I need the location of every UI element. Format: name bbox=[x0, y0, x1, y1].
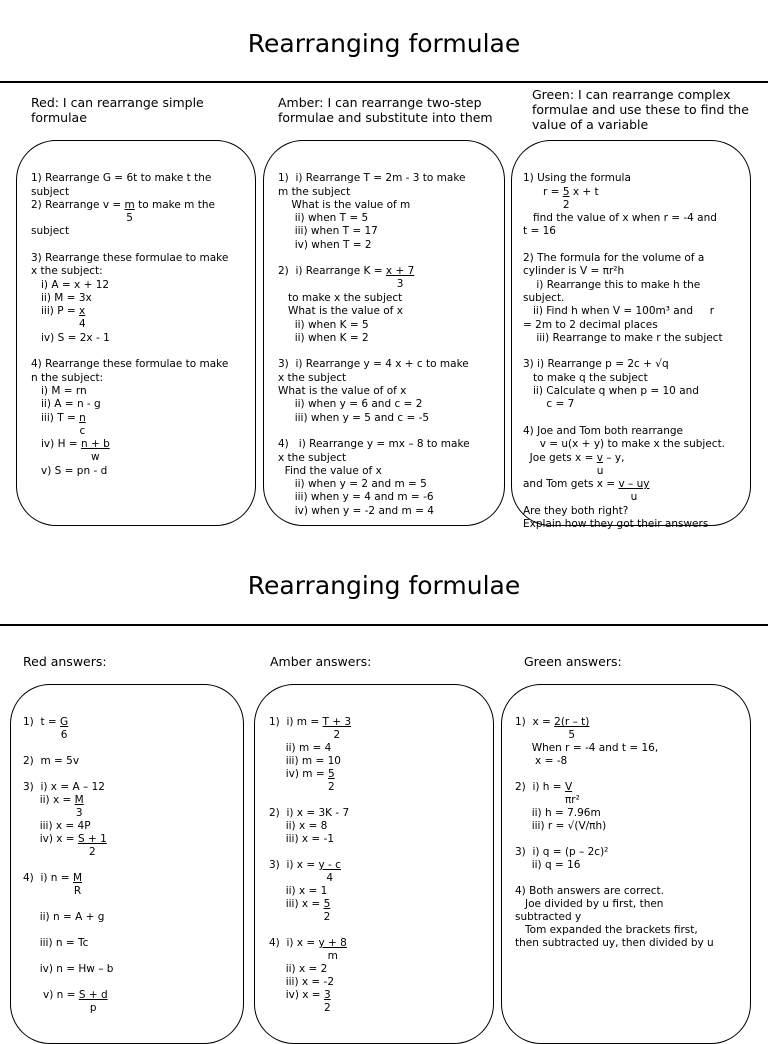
text-line: 3) i) Rearrange p = 2c + √q bbox=[523, 358, 669, 371]
text-line bbox=[31, 411, 228, 437]
text-segment: x + t bbox=[569, 185, 599, 198]
text-line bbox=[278, 265, 470, 291]
text-line bbox=[269, 794, 351, 807]
fraction-denominator: 6 bbox=[60, 729, 68, 741]
fraction-denominator: 2 bbox=[323, 911, 331, 923]
text-line bbox=[523, 239, 725, 252]
text-line bbox=[23, 833, 113, 858]
text-line bbox=[269, 924, 351, 937]
red-answers-heading: Red answers: bbox=[23, 654, 107, 669]
fraction-denominator: R bbox=[73, 885, 82, 897]
amber-questions bbox=[278, 159, 470, 531]
text-line: Are they both right? bbox=[523, 504, 629, 517]
text-segment: 4) i) n = bbox=[23, 872, 73, 884]
fraction bbox=[323, 989, 331, 1014]
fraction-numerator: M bbox=[72, 872, 82, 884]
text-line bbox=[523, 478, 725, 504]
fraction-numerator: T + 3 bbox=[322, 716, 352, 728]
green-answers bbox=[515, 703, 714, 963]
fraction bbox=[77, 833, 107, 858]
amber-heading: Amber: I can rearrange two-step formulae and substitute into them bbox=[278, 95, 493, 125]
text-line: ii) Find h when V = 100m³ and r bbox=[523, 305, 715, 318]
text-line: iv) when y = -2 and m = 4 bbox=[278, 504, 434, 517]
fraction-denominator: 4 bbox=[326, 872, 334, 884]
fraction-numerator: x bbox=[79, 305, 86, 318]
text-line bbox=[269, 898, 351, 923]
fraction-denominator: 2 bbox=[89, 846, 96, 858]
fraction bbox=[596, 451, 604, 477]
text-line: 4) Rearrange these formulae to make bbox=[31, 358, 229, 371]
fraction-numerator: M bbox=[74, 794, 84, 806]
fraction bbox=[322, 716, 352, 741]
text-line: 1) Using the formula bbox=[523, 172, 631, 185]
text-line bbox=[269, 989, 351, 1014]
text-line: ii) A = n - g bbox=[31, 398, 101, 411]
text-line: 1) i) Rearrange T = 2m - 3 to make bbox=[278, 172, 466, 185]
fraction-numerator: n bbox=[79, 411, 86, 424]
fraction bbox=[79, 305, 86, 331]
text-line bbox=[523, 345, 725, 358]
text-line: ii) n = A + g bbox=[23, 911, 105, 923]
text-line: iii) x = -1 bbox=[269, 833, 335, 845]
text-line: When r = -4 and t = 16, bbox=[515, 742, 659, 754]
text-line: i) Rearrange this to make h the bbox=[523, 278, 701, 291]
text-segment: iii) T = bbox=[31, 411, 80, 424]
text-line: m the subject bbox=[278, 185, 351, 198]
text-line bbox=[523, 465, 725, 478]
text-line: 2) m = 5v bbox=[23, 755, 80, 767]
text-line: v) S = pn - d bbox=[31, 464, 108, 477]
text-line bbox=[269, 781, 351, 794]
text-segment: to make m the bbox=[134, 198, 215, 211]
text-line: ii) when K = 5 bbox=[278, 318, 369, 331]
text-line bbox=[31, 452, 228, 465]
text-line: ii) x = 8 bbox=[269, 820, 328, 832]
text-segment: 1) i) m = bbox=[269, 716, 323, 728]
red-questions bbox=[31, 159, 228, 491]
text-line bbox=[269, 911, 351, 924]
text-line bbox=[23, 729, 113, 742]
text-line bbox=[31, 305, 228, 331]
text-line: iii) n = Tc bbox=[23, 937, 89, 949]
text-line bbox=[523, 412, 725, 425]
text-segment: 4) i) x = bbox=[269, 937, 319, 949]
text-line: cylinder is V = πr²h bbox=[523, 265, 625, 278]
text-line: 4) Both answers are correct. bbox=[515, 885, 665, 897]
fraction-denominator: w bbox=[91, 451, 100, 464]
text-line bbox=[23, 807, 113, 820]
fraction bbox=[327, 768, 335, 793]
text-line: ii) x = 2 bbox=[269, 963, 328, 975]
fraction-numerator: S + d bbox=[78, 989, 108, 1001]
answers-title: Rearranging formulae bbox=[247, 571, 521, 600]
fraction bbox=[124, 198, 135, 224]
green-heading: Green: I can rearrange complex formulae and use these to find the value of a variable bbox=[532, 87, 749, 132]
fraction-denominator: 4 bbox=[79, 318, 86, 331]
text-line: x the subject bbox=[278, 451, 347, 464]
text-segment: iv) x = bbox=[269, 989, 324, 1001]
text-line: Explain how they got their answers bbox=[523, 518, 709, 531]
text-line: iii) when y = 5 and c = -5 bbox=[278, 411, 430, 424]
fraction-denominator: m bbox=[327, 950, 338, 962]
text-segment: r = bbox=[523, 185, 563, 198]
text-line bbox=[523, 451, 725, 477]
text-line: iii) m = 10 bbox=[269, 755, 341, 767]
text-line bbox=[23, 859, 113, 872]
text-line: iv) n = Hw – b bbox=[23, 963, 114, 975]
fraction-numerator: y - c bbox=[318, 859, 341, 871]
text-line: c = 7 bbox=[523, 398, 575, 411]
text-line bbox=[278, 345, 470, 358]
text-line: ii) m = 4 bbox=[269, 742, 332, 754]
amber-answers bbox=[269, 703, 351, 1015]
text-segment: 1) x = bbox=[515, 716, 555, 728]
fraction bbox=[564, 781, 580, 806]
text-line bbox=[31, 438, 228, 464]
text-line bbox=[23, 924, 113, 937]
text-line: 3) i) Rearrange y = 4 x + c to make bbox=[278, 358, 469, 371]
text-line: Joe divided by u first, then bbox=[515, 898, 664, 910]
text-line bbox=[31, 319, 228, 332]
text-line bbox=[23, 976, 113, 989]
fraction-numerator: x + 7 bbox=[385, 265, 415, 278]
text-line: 3) i) x = A – 12 bbox=[23, 781, 105, 793]
text-line: ii) when y = 2 and m = 5 bbox=[278, 478, 427, 491]
fraction bbox=[618, 478, 650, 504]
text-segment: 1) t = bbox=[23, 716, 61, 728]
text-line bbox=[269, 768, 351, 793]
text-line: ii) when K = 2 bbox=[278, 331, 369, 344]
text-line bbox=[23, 716, 113, 741]
fraction-denominator: πr² bbox=[564, 794, 580, 806]
text-segment: iv) x = bbox=[23, 833, 78, 845]
text-line: iii) x = 4P bbox=[23, 820, 91, 832]
text-line: 2) The formula for the volume of a bbox=[523, 252, 705, 265]
text-line bbox=[31, 239, 228, 252]
fraction bbox=[554, 716, 590, 741]
text-line: i) M = rn bbox=[31, 385, 87, 398]
fraction-numerator: 5 bbox=[327, 768, 335, 780]
text-segment: Joe gets x = bbox=[523, 451, 597, 464]
text-line bbox=[523, 199, 725, 212]
fraction-denominator: 5 bbox=[126, 211, 133, 224]
text-line: iii) r = √(V/πh) bbox=[515, 820, 607, 832]
fraction-numerator: G bbox=[60, 716, 69, 728]
fraction-numerator: m bbox=[124, 198, 135, 211]
fraction-numerator: S + 1 bbox=[77, 833, 107, 845]
text-line bbox=[23, 898, 113, 911]
text-line: ii) when y = 6 and c = 2 bbox=[278, 398, 423, 411]
text-line: Tom expanded the brackets first, bbox=[515, 924, 698, 936]
text-line bbox=[278, 279, 470, 292]
text-line: ii) M = 3x bbox=[31, 291, 92, 304]
text-line: to make q the subject bbox=[523, 371, 648, 384]
text-line bbox=[269, 716, 352, 741]
fraction bbox=[318, 937, 347, 962]
text-segment: iii) P = bbox=[31, 305, 80, 318]
text-line: 3) i) q = (p – 2c)² bbox=[515, 846, 609, 858]
text-line bbox=[515, 729, 714, 742]
text-line bbox=[515, 716, 714, 741]
page-title: Rearranging formulae bbox=[247, 29, 521, 58]
text-line bbox=[269, 937, 351, 962]
text-line: x = -8 bbox=[515, 755, 568, 767]
text-line bbox=[515, 794, 714, 807]
text-line bbox=[23, 885, 113, 898]
text-line: What is the value of of x bbox=[278, 385, 407, 398]
text-line: iii) Rearrange to make r the subject bbox=[523, 331, 723, 344]
fraction-numerator: v bbox=[596, 451, 603, 464]
fraction bbox=[323, 898, 331, 923]
fraction-numerator: n + b bbox=[80, 438, 110, 451]
text-line: ii) Calculate q when p = 10 and bbox=[523, 385, 699, 398]
green-answers-heading: Green answers: bbox=[524, 654, 622, 669]
text-line: subject. bbox=[523, 291, 565, 304]
text-line: iii) when T = 17 bbox=[278, 225, 378, 238]
text-line: 4) i) Rearrange y = mx – 8 to make bbox=[278, 438, 470, 451]
text-line: x the subject bbox=[278, 371, 347, 384]
text-line: find the value of x when r = -4 and bbox=[523, 212, 717, 225]
text-line bbox=[23, 950, 113, 963]
text-segment: 2) i) h = bbox=[515, 781, 565, 793]
text-line bbox=[278, 252, 470, 265]
text-line: iii) x = -2 bbox=[269, 976, 335, 988]
text-line: 4) Joe and Tom both rearrange bbox=[523, 424, 683, 437]
text-line: iii) when y = 4 and m = -6 bbox=[278, 491, 434, 504]
text-line bbox=[269, 859, 351, 884]
text-line: subject bbox=[31, 225, 70, 238]
fraction-denominator: 2 bbox=[333, 729, 341, 741]
text-line: t = 16 bbox=[523, 225, 556, 238]
fraction-numerator: V bbox=[564, 781, 573, 793]
text-line bbox=[515, 872, 714, 885]
text-line: subject bbox=[31, 185, 70, 198]
text-line: n the subject: bbox=[31, 371, 104, 384]
fraction-numerator: 5 bbox=[323, 898, 331, 910]
text-line: x the subject: bbox=[31, 265, 103, 278]
text-segment: iv) m = bbox=[269, 768, 328, 780]
text-line bbox=[23, 872, 113, 897]
text-line: What is the value of x bbox=[278, 305, 403, 318]
text-line: 2) i) x = 3K - 7 bbox=[269, 807, 350, 819]
text-line: What is the value of m bbox=[278, 198, 411, 211]
fraction-denominator: 3 bbox=[396, 278, 404, 291]
text-line bbox=[23, 768, 113, 781]
text-line bbox=[23, 742, 113, 755]
text-line bbox=[31, 345, 228, 358]
text-segment: and Tom gets x = bbox=[523, 478, 619, 491]
text-line bbox=[269, 846, 351, 859]
text-segment: iv) H = bbox=[31, 438, 81, 451]
text-line: = 2m to 2 decimal places bbox=[523, 318, 658, 331]
text-line bbox=[515, 768, 714, 781]
text-line bbox=[31, 425, 228, 438]
fraction bbox=[385, 265, 415, 291]
fraction bbox=[562, 185, 570, 211]
fraction-numerator: v – uy bbox=[618, 478, 650, 491]
red-heading: Red: I can rearrange simple formulae bbox=[31, 95, 204, 125]
text-line bbox=[515, 781, 714, 806]
fraction-denominator: 2 bbox=[327, 781, 335, 793]
text-segment: ii) x = bbox=[23, 794, 75, 806]
fraction-denominator: 2 bbox=[323, 1002, 331, 1014]
text-line bbox=[23, 794, 113, 819]
fraction-denominator: u bbox=[596, 464, 604, 477]
fraction bbox=[78, 989, 108, 1014]
fraction bbox=[318, 859, 341, 884]
text-segment: 3) i) x = bbox=[269, 859, 319, 871]
amber-answers-heading: Amber answers: bbox=[270, 654, 372, 669]
text-segment: 2) Rearrange v = bbox=[31, 198, 125, 211]
fraction bbox=[74, 794, 84, 819]
fraction bbox=[60, 716, 69, 741]
red-answers bbox=[23, 703, 113, 1015]
text-line: iv) S = 2x - 1 bbox=[31, 331, 110, 344]
text-line: ii) h = 7.96m bbox=[515, 807, 601, 819]
text-segment: iii) x = bbox=[269, 898, 324, 910]
text-segment: 2) i) Rearrange K = bbox=[278, 265, 386, 278]
title-divider bbox=[0, 81, 768, 83]
fraction-denominator: u bbox=[630, 491, 638, 504]
text-line: v = u(x + y) to make x the subject. bbox=[523, 438, 726, 451]
text-segment: – y, bbox=[602, 451, 625, 464]
text-line: Find the value of x bbox=[278, 464, 382, 477]
fraction bbox=[79, 411, 86, 437]
text-line: i) A = x + 12 bbox=[31, 278, 110, 291]
fraction-numerator: 5 bbox=[562, 185, 570, 198]
text-line: then subtracted uy, then divided by u bbox=[515, 937, 714, 949]
fraction-denominator: p bbox=[89, 1002, 97, 1014]
fraction-denominator: c bbox=[79, 424, 86, 437]
text-line: 3) Rearrange these formulae to make bbox=[31, 252, 229, 265]
text-line: subtracted y bbox=[515, 911, 582, 923]
fraction-numerator: 2(r – t) bbox=[554, 716, 590, 728]
text-line: 1) Rearrange G = 6t to make t the bbox=[31, 172, 212, 185]
fraction-denominator: 2 bbox=[562, 198, 570, 211]
text-line bbox=[523, 185, 725, 211]
text-line: ii) q = 16 bbox=[515, 859, 581, 871]
green-questions bbox=[523, 159, 725, 545]
fraction-numerator: 3 bbox=[323, 989, 331, 1001]
text-line bbox=[278, 425, 470, 438]
fraction bbox=[80, 438, 110, 464]
text-line: ii) when T = 5 bbox=[278, 212, 369, 225]
text-line: iv) when T = 2 bbox=[278, 238, 372, 251]
text-line bbox=[515, 833, 714, 846]
fraction-denominator: 5 bbox=[568, 729, 576, 741]
fraction-denominator: 3 bbox=[75, 807, 83, 819]
fraction-numerator: y + 8 bbox=[318, 937, 347, 949]
text-line: to make x the subject bbox=[278, 291, 403, 304]
answers-divider bbox=[0, 624, 768, 626]
text-line bbox=[23, 989, 113, 1014]
fraction bbox=[72, 872, 82, 897]
text-line: ii) x = 1 bbox=[269, 885, 328, 897]
text-segment: v) n = bbox=[23, 989, 79, 1001]
text-line bbox=[31, 198, 228, 224]
